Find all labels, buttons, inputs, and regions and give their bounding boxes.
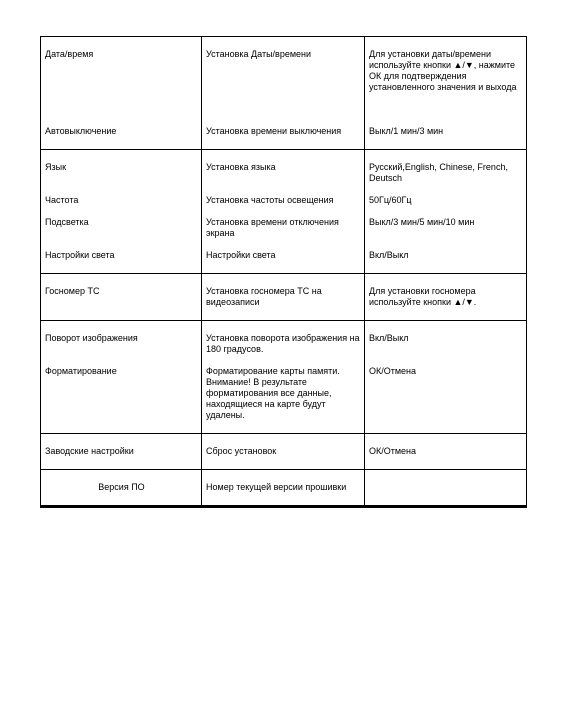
setting-desc: Сброс установок [206,446,277,456]
setting-desc-cell [202,150,365,273]
setting-desc: Установка Даты/времени [206,49,312,59]
setting-value: Вкл/Выкл [369,250,409,260]
setting-desc: Установка частоты освещения [206,195,334,205]
setting-value: ОК/Отмена [369,366,417,376]
setting-desc: Установка времени выключения [206,126,342,136]
setting-name: Госномер ТС [45,286,100,296]
setting-name-cell [41,321,202,433]
table-row [41,149,526,273]
setting-name: Форматирование [45,366,117,376]
setting-desc: Настройки света [206,250,276,260]
setting-value-cell [365,150,526,273]
setting-value: Выкл/1 мин/3 мин [369,126,444,136]
setting-value: Для установки госномера используйте кнопки ▲/▼. [369,286,477,307]
setting-desc-cell [202,274,365,320]
table-row [41,37,526,149]
setting-name: Автовыключение [45,126,117,136]
setting-value-cell [365,37,526,149]
setting-name: Язык [45,162,67,172]
setting-name-cell [41,37,202,149]
setting-value: Выкл/3 мин/5 мин/10 мин [369,217,475,227]
table-row [41,433,526,469]
setting-name: Дата/время [45,49,94,59]
setting-desc: Установка языка [206,162,276,172]
table-row [41,273,526,320]
setting-name-cell [41,470,202,505]
setting-name-cell [41,434,202,469]
setting-desc-cell [202,434,365,469]
setting-name: Частота [45,195,79,205]
setting-name: Подсветка [45,217,89,227]
setting-value: Вкл/Выкл [369,333,409,343]
setting-value: Русский,English, Chinese, French, Deutsch [369,162,508,183]
settings-table [40,36,527,508]
setting-value-cell [365,274,526,320]
setting-name: Заводские настройки [45,446,134,456]
setting-name: Настройки света [45,250,115,260]
setting-desc: Номер текущей версии прошивки [206,482,347,492]
setting-desc: Форматирование карты памяти. Внимание! В результате форматирования все данные, находящиеся на карте будут удалены. [206,366,340,420]
table-row [41,469,526,507]
setting-name-cell [41,150,202,273]
setting-value-cell [365,470,526,505]
setting-value: ОК/Отмена [369,446,417,456]
setting-value-cell [365,321,526,433]
setting-desc-cell [202,37,365,149]
setting-name: Поворот изображения [45,333,138,343]
setting-value: 50Гц/60Гц [369,195,412,205]
table-row [41,320,526,433]
setting-desc: Установка времени отключения экрана [206,217,339,238]
setting-name-cell [41,274,202,320]
setting-value: Для установки даты/времени используйте кнопки ▲/▼, нажмите ОК для подтверждения установленного значения и выхода [369,49,517,92]
setting-desc-cell [202,470,365,505]
setting-desc: Установка поворота изображения на 180 градусов. [206,333,360,354]
setting-name: Версия ПО [98,482,145,492]
setting-value-cell [365,434,526,469]
setting-desc: Установка госномера ТС на видеозаписи [206,286,322,307]
setting-desc-cell [202,321,365,433]
